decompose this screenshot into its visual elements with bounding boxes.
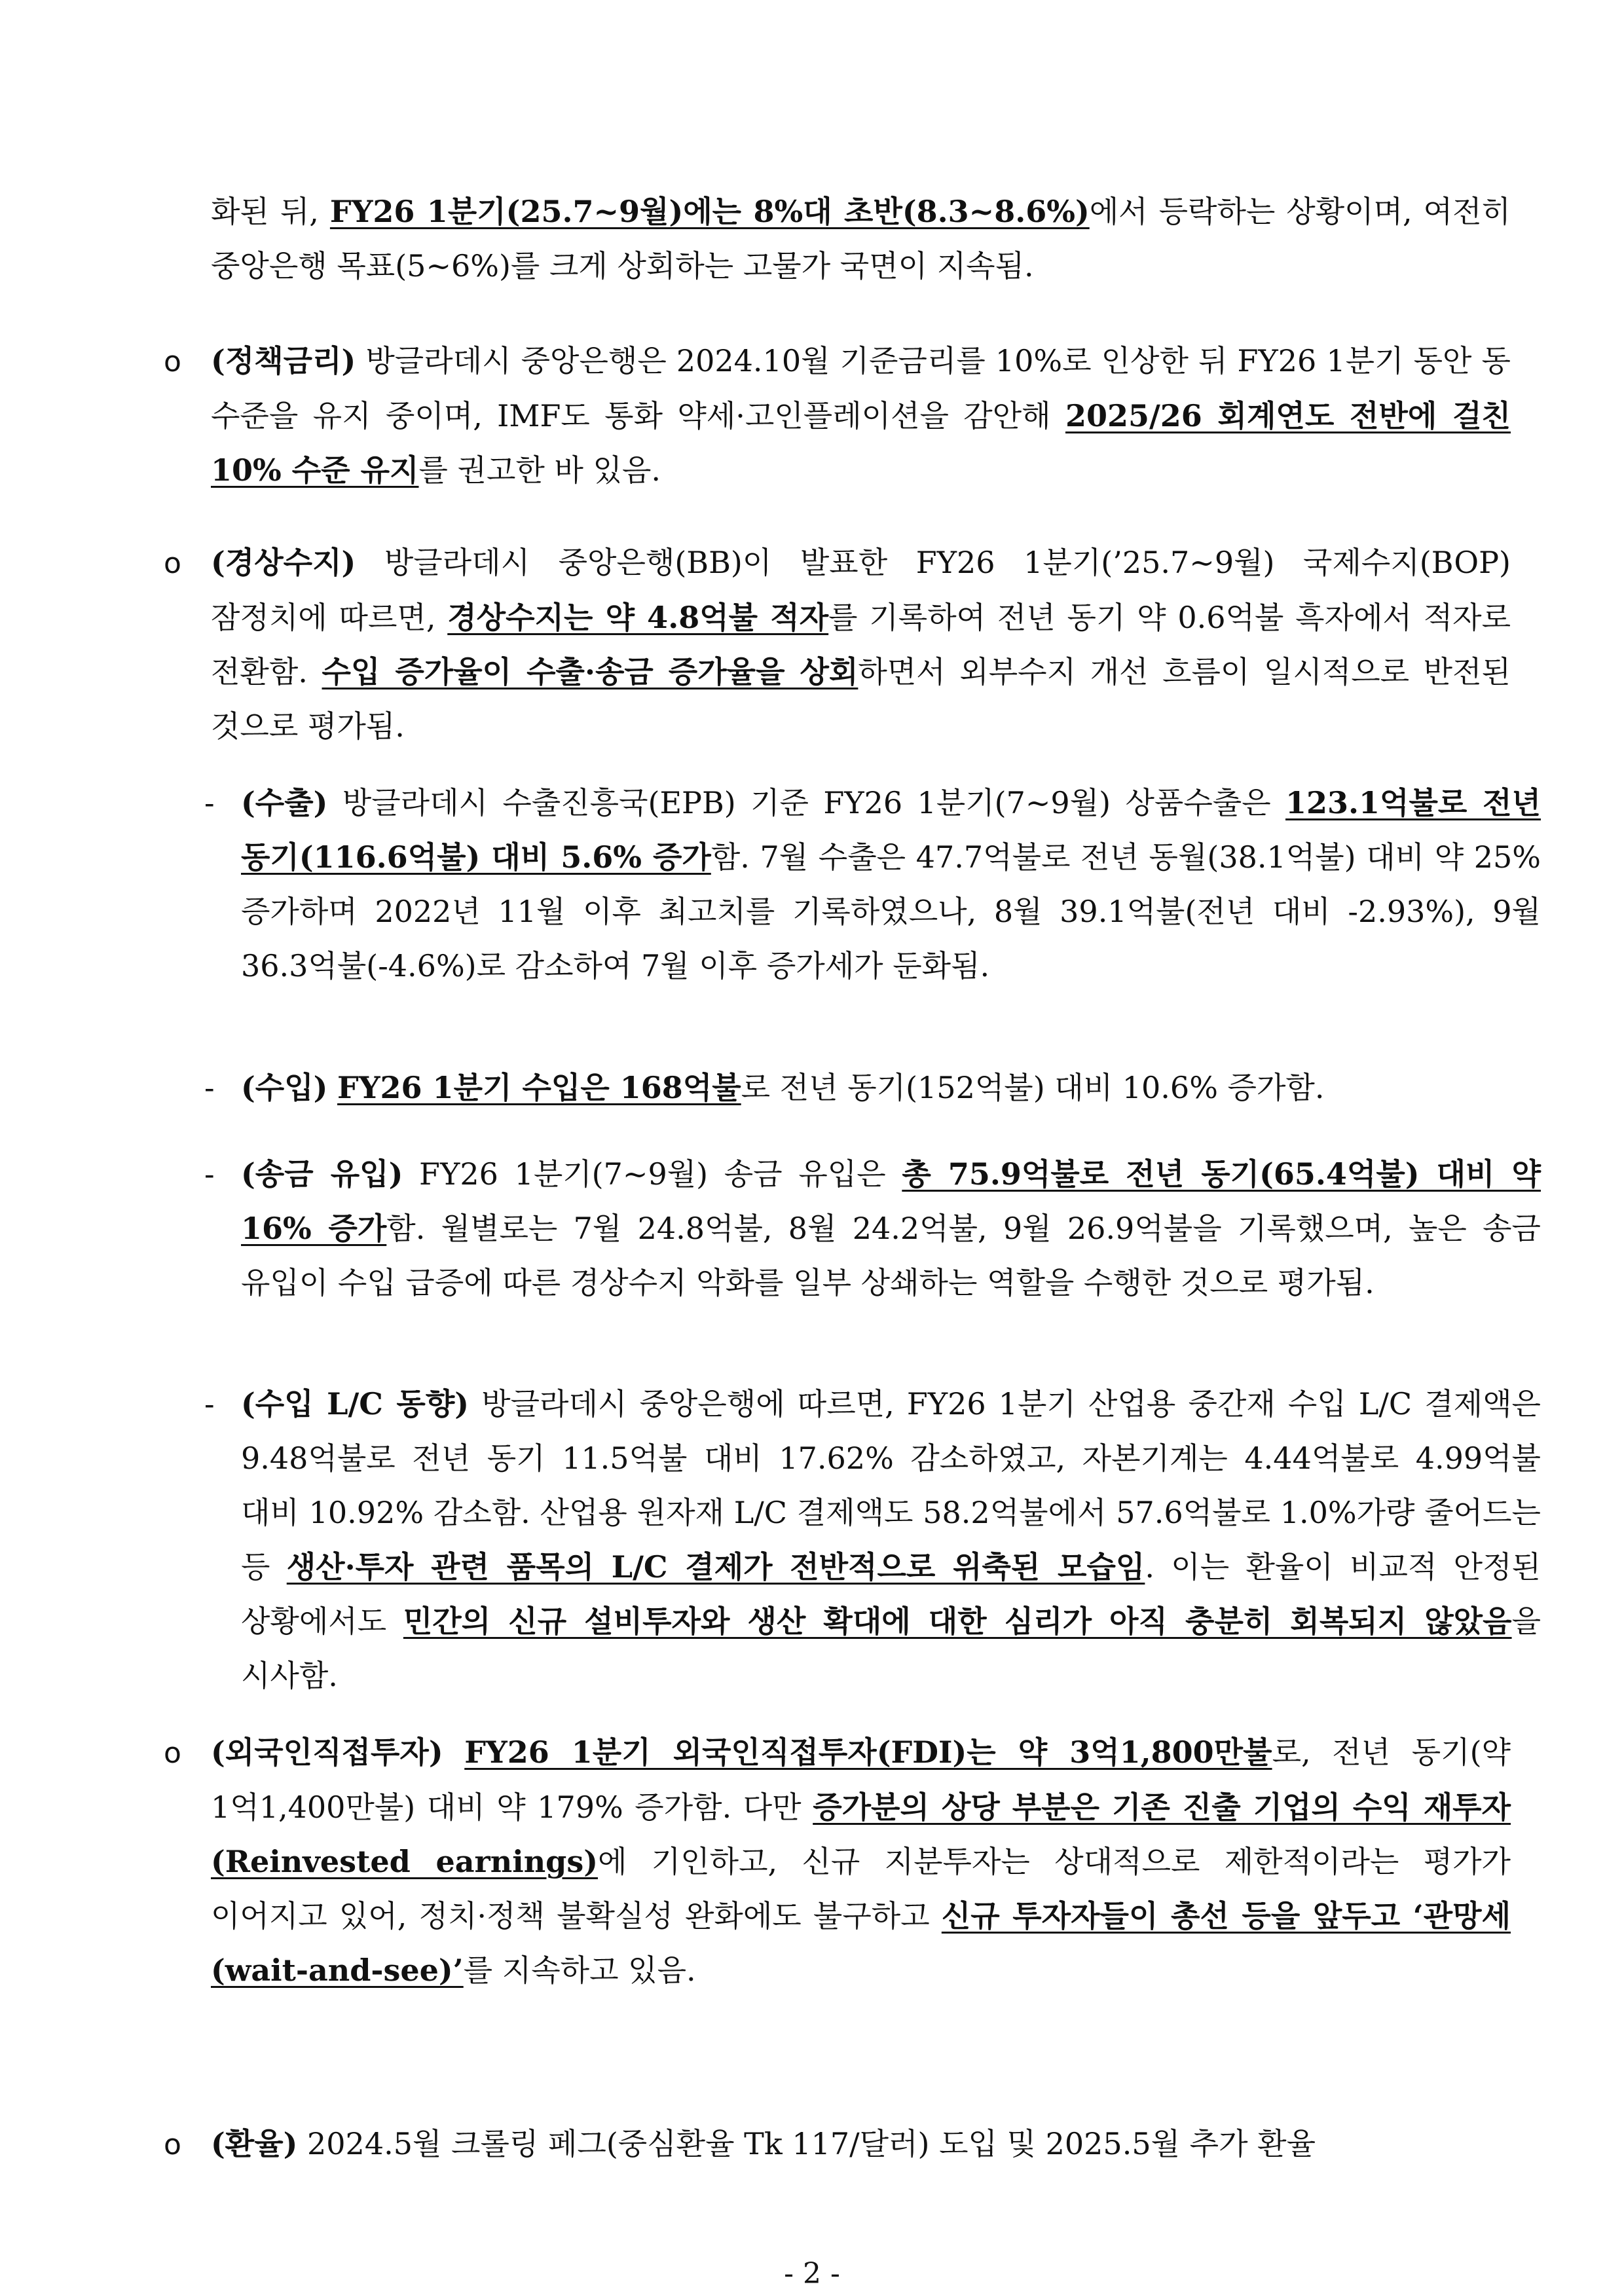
highlight-text: 123.1억불로 전년 동기(116.6억불) 대비 5.6% 증가 bbox=[241, 785, 1541, 875]
page-number: - 2 - bbox=[784, 2257, 840, 2290]
exports-paragraph bbox=[164, 776, 1541, 993]
highlight-text: FY26 1분기 수입은 168억불 bbox=[337, 1070, 741, 1105]
policy-rate-paragraph bbox=[164, 334, 1511, 498]
section-heading: (정책금리) bbox=[211, 343, 356, 378]
text-run: 방글라데시 중앙은행에 따르면, FY26 1분기 산업용 중간재 수입 L/C 결제액은 9.48억불로 전년 동기 11.5억불 대비 17.62% 감소하였고, 자본기계는 4.44억불로 4.99억불 대비 10.92% 감소함. 산업용 원자재 L/C 결제액도 58.2억불에서 57.6억불로 1.0%가량 줄어드는 등 bbox=[241, 1386, 1541, 1585]
text-run: 방글라데시 중앙은행은 2024.10월 기준금리를 10%로 인상한 뒤 FY26 1분기 동안 동 수준을 유지 중이며, IMF도 통화 약세·고인플레이션을 감안해 bbox=[211, 343, 1511, 433]
text-run: 방글라데시 중앙은행(BB)이 발표한 FY26 1분기(’25.7~9월) 국제수지(BOP) 잠정치에 따르면, bbox=[211, 545, 1511, 635]
highlight-text: 생산·투자 관련 품목의 L/C 결제가 전반적으로 위축된 모습임 bbox=[286, 1549, 1145, 1585]
section-heading: (수출) bbox=[241, 785, 328, 820]
bullet-marker: o bbox=[164, 2128, 181, 2161]
highlight-text: 신규 투자자들이 총선 등을 앞두고 ‘관망세(wait-and-see)’ bbox=[211, 1898, 1511, 1988]
text-run: 로, 전년 동기(약 1억1,400만불) 대비 약 179% 증가함. 다만 bbox=[211, 1735, 1511, 1825]
section-heading: (경상수지) bbox=[211, 545, 356, 580]
text-run: 하면서 외부수지 개선 흐름이 일시적으로 반전된 것으로 평가됨. bbox=[211, 654, 1511, 744]
bullet-marker: o bbox=[164, 1736, 181, 1770]
bullet-marker: o bbox=[164, 547, 181, 580]
text-run bbox=[443, 1735, 465, 1770]
section-heading: (외국인직접투자) bbox=[211, 1735, 443, 1770]
highlight-text: 증가분의 상당 부분은 기존 진출 기업의 수익 재투자(Reinvested earnings) bbox=[211, 1790, 1511, 1879]
text-run bbox=[327, 1070, 337, 1105]
text-run: 을 시사함. bbox=[241, 1604, 1541, 1693]
text-run: FY26 1분기(7~9월) 송금 유입은 bbox=[403, 1156, 902, 1192]
highlight-text: FY26 1분기 외국인직접투자(FDI)는 약 3억1,800만불 bbox=[464, 1735, 1272, 1770]
section-heading: (송금 유입) bbox=[241, 1156, 403, 1192]
text-run: 2024.5월 크롤링 페그(중심환율 Tk 117/달러) 도입 및 2025.5월 추가 환율 bbox=[297, 2126, 1316, 2161]
dash-marker: - bbox=[204, 1070, 215, 1105]
bullet-marker: o bbox=[164, 345, 181, 378]
text-run: 방글라데시 수출진흥국(EPB) 기준 FY26 1분기(7~9월) 상품수출은 bbox=[327, 785, 1285, 820]
highlight-text: 민간의 신규 설비투자와 생산 확대에 대한 심리가 아직 충분히 회복되지 않았음 bbox=[403, 1604, 1512, 1639]
highlight-text: 총 75.9억불로 전년 동기(65.4억불) 대비 약 16% 증가 bbox=[241, 1156, 1541, 1246]
section-heading: (환율) bbox=[211, 2126, 298, 2161]
text-run: 로 전년 동기(152억불) 대비 10.6% 증가함. bbox=[741, 1070, 1325, 1105]
text-run: . 이는 환율이 비교적 안정된 상황에서도 bbox=[241, 1549, 1541, 1639]
text-run: 함. 7월 수출은 47.7억불로 전년 동월(38.1억불) 대비 약 25% 증가하며 2022년 11월 이후 최고치를 기록하였으나, 8월 39.1억불(전년 대비 -2.93%), 9월 36.3억불(-4.6%)로 감소하여 7월 이후 증가세가 둔화됨. bbox=[241, 839, 1541, 983]
text-run: 를 기록하여 전년 동기 약 0.6억불 흑자에서 적자로 전환함. bbox=[211, 600, 1511, 689]
section-heading: (수입 L/C 동향) bbox=[241, 1386, 470, 1422]
text-run: 에 기인하고, 신규 지분투자는 상대적으로 제한적이라는 평가가 이어지고 있어, 정치·정책 불확실성 완화에도 불구하고 bbox=[211, 1844, 1511, 1934]
text-run: 화된 뒤, bbox=[211, 194, 330, 229]
current-account-paragraph bbox=[164, 536, 1511, 754]
text-run: 에서 등락하는 상황이며, 여전히 중앙은행 목표(5~6%)를 크게 상회하는 고물가 국면이 지속됨. bbox=[211, 194, 1511, 284]
exchange-rate-paragraph bbox=[164, 2117, 1511, 2172]
fdi-paragraph bbox=[164, 1725, 1511, 1998]
dash-marker: - bbox=[204, 785, 215, 820]
inflation-paragraph-continued bbox=[164, 185, 1511, 293]
imports-paragraph bbox=[164, 1061, 1541, 1115]
highlight-text: FY26 1분기(25.7~9월)에는 8%대 초반(8.3~8.6%) bbox=[329, 194, 1090, 229]
highlight-text: 경상수지는 약 4.8억불 적자 bbox=[447, 600, 829, 635]
remittance-paragraph bbox=[164, 1147, 1541, 1310]
highlight-text: 수입 증가율이 수출·송금 증가율을 상회 bbox=[322, 654, 858, 689]
dash-marker: - bbox=[204, 1156, 215, 1192]
text-run: 를 권고한 바 있음. bbox=[418, 452, 661, 488]
text-run: 함. 월별로는 7월 24.8억불, 8월 24.2억불, 9월 26.9억불을 기록했으며, 높은 송금 유입이 수입 급증에 따른 경상수지 악화를 일부 상쇄하는 역할을 수행한 것으로 평가됨. bbox=[241, 1211, 1541, 1300]
highlight-text: 2025/26 회계연도 전반에 걸친 10% 수준 유지 bbox=[211, 398, 1511, 488]
import-lc-paragraph bbox=[164, 1377, 1541, 1703]
dash-marker: - bbox=[204, 1386, 215, 1422]
text-run: 를 지속하고 있음. bbox=[463, 1953, 696, 1988]
section-heading: (수입) bbox=[241, 1070, 328, 1105]
